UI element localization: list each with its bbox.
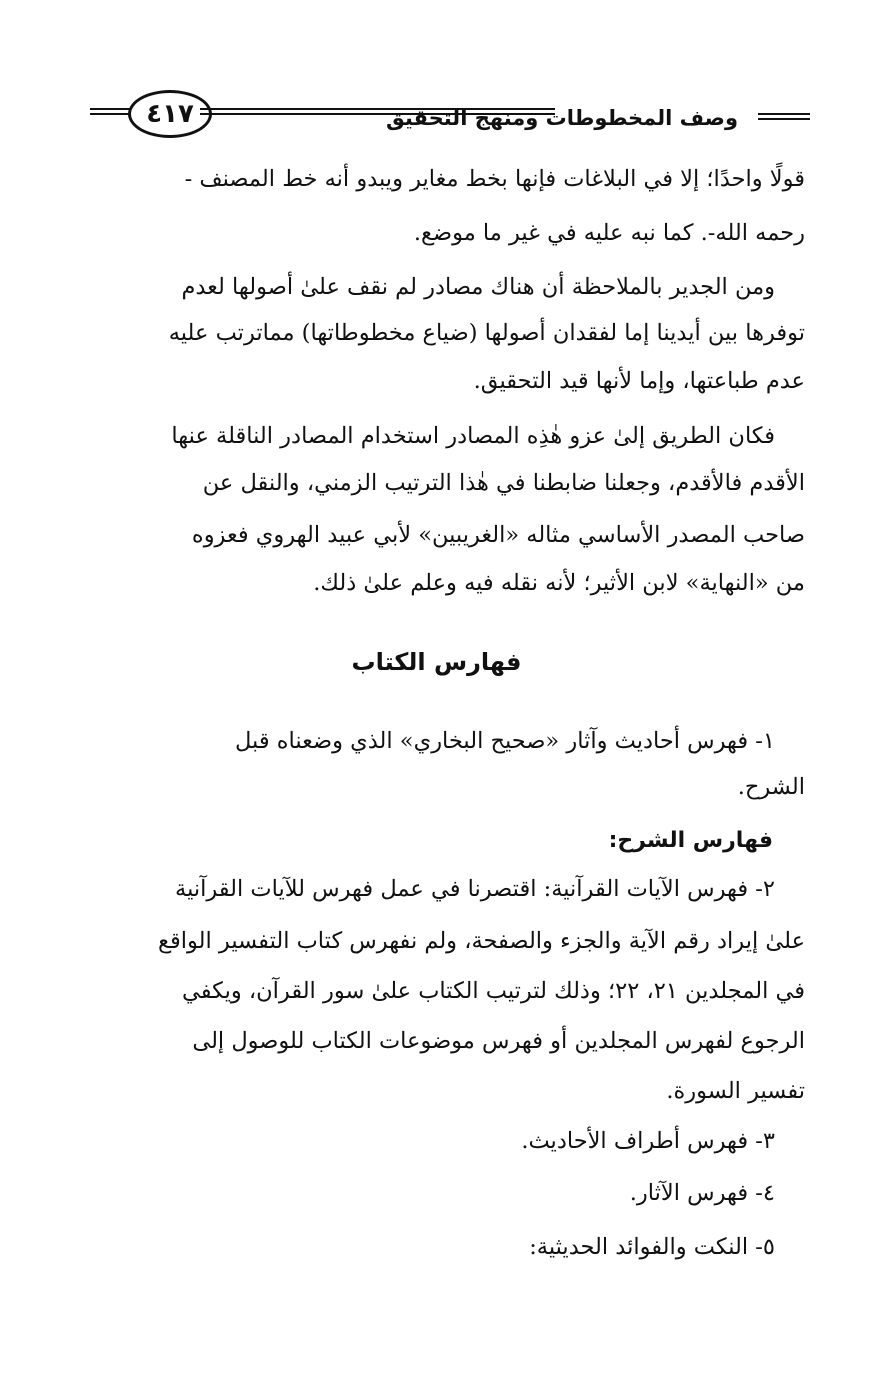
list-item-5: ٥- النكت والفوائد الحديثية: xyxy=(529,1234,775,1260)
text-line: قولًا واحدًا؛ إلا في البلاغات فإنها بخط مغاير ويبدو أنه خط المصنف - xyxy=(184,166,805,192)
text-line: صاحب المصدر الأساسي مثاله «الغريبين» لأبي عبيد الهروي فعزوه xyxy=(191,522,805,548)
text-line: فكان الطريق إلىٰ عزو هٰذِه المصادر استخدام المصادر الناقلة عنها xyxy=(171,423,775,449)
header-rule-right xyxy=(758,113,810,120)
list-item-1-line: الشرح. xyxy=(737,774,805,800)
page-number: ٤١٧ xyxy=(128,90,212,138)
list-item-1-line: ١- فهرس أحاديث وآثار «صحيح البخاري» الذي وضعناه قبل xyxy=(234,728,775,754)
header-title: وصف المخطوطات ومنهج التحقيق xyxy=(385,106,738,130)
list-item-2-line: علىٰ إيراد رقم الآية والجزء والصفحة، ولم نفهرس كتاب التفسير الواقع xyxy=(158,928,805,954)
list-item-3: ٣- فهرس أطراف الأحاديث. xyxy=(521,1128,775,1154)
list-item-2-line: الرجوع لفهرس المجلدين أو فهرس موضوعات الكتاب للوصول إلى xyxy=(192,1028,805,1054)
list-item-2-line: ٢- فهرس الآيات القرآنية: اقتصرنا في عمل فهرس للآيات القرآنية xyxy=(175,876,775,902)
running-header xyxy=(90,86,810,130)
list-item-2-line: في المجلدين ٢١، ٢٢؛ وذلك لترتيب الكتاب علىٰ سور القرآن، ويكفي xyxy=(182,978,805,1004)
text-line: من «النهاية» لابن الأثير؛ لأنه نقله فيه وعلم علىٰ ذلك. xyxy=(313,570,805,596)
section-heading: فهارس الكتاب xyxy=(351,648,522,676)
list-item-4: ٤- فهرس الآثار. xyxy=(629,1180,775,1206)
list-item-2-line: تفسير السورة. xyxy=(666,1078,805,1104)
text-line: الأقدم فالأقدم، وجعلنا ضابطنا في هٰذا الترتيب الزمني، والنقل عن xyxy=(202,470,805,496)
text-line: رحمه الله-. كما نبه عليه في غير ما موضع. xyxy=(413,220,805,246)
text-line: توفرها بين أيدينا إما لفقدان أصولها (ضياع مخطوطاتها) مماترتب عليه xyxy=(168,320,805,346)
subheading: فهارس الشرح: xyxy=(608,828,773,853)
text-line: ومن الجدير بالملاحظة أن هناك مصادر لم نقف علىٰ أصولها لعدم xyxy=(181,274,775,300)
text-line: عدم طباعتها، وإما لأنها قيد التحقيق. xyxy=(473,368,805,394)
